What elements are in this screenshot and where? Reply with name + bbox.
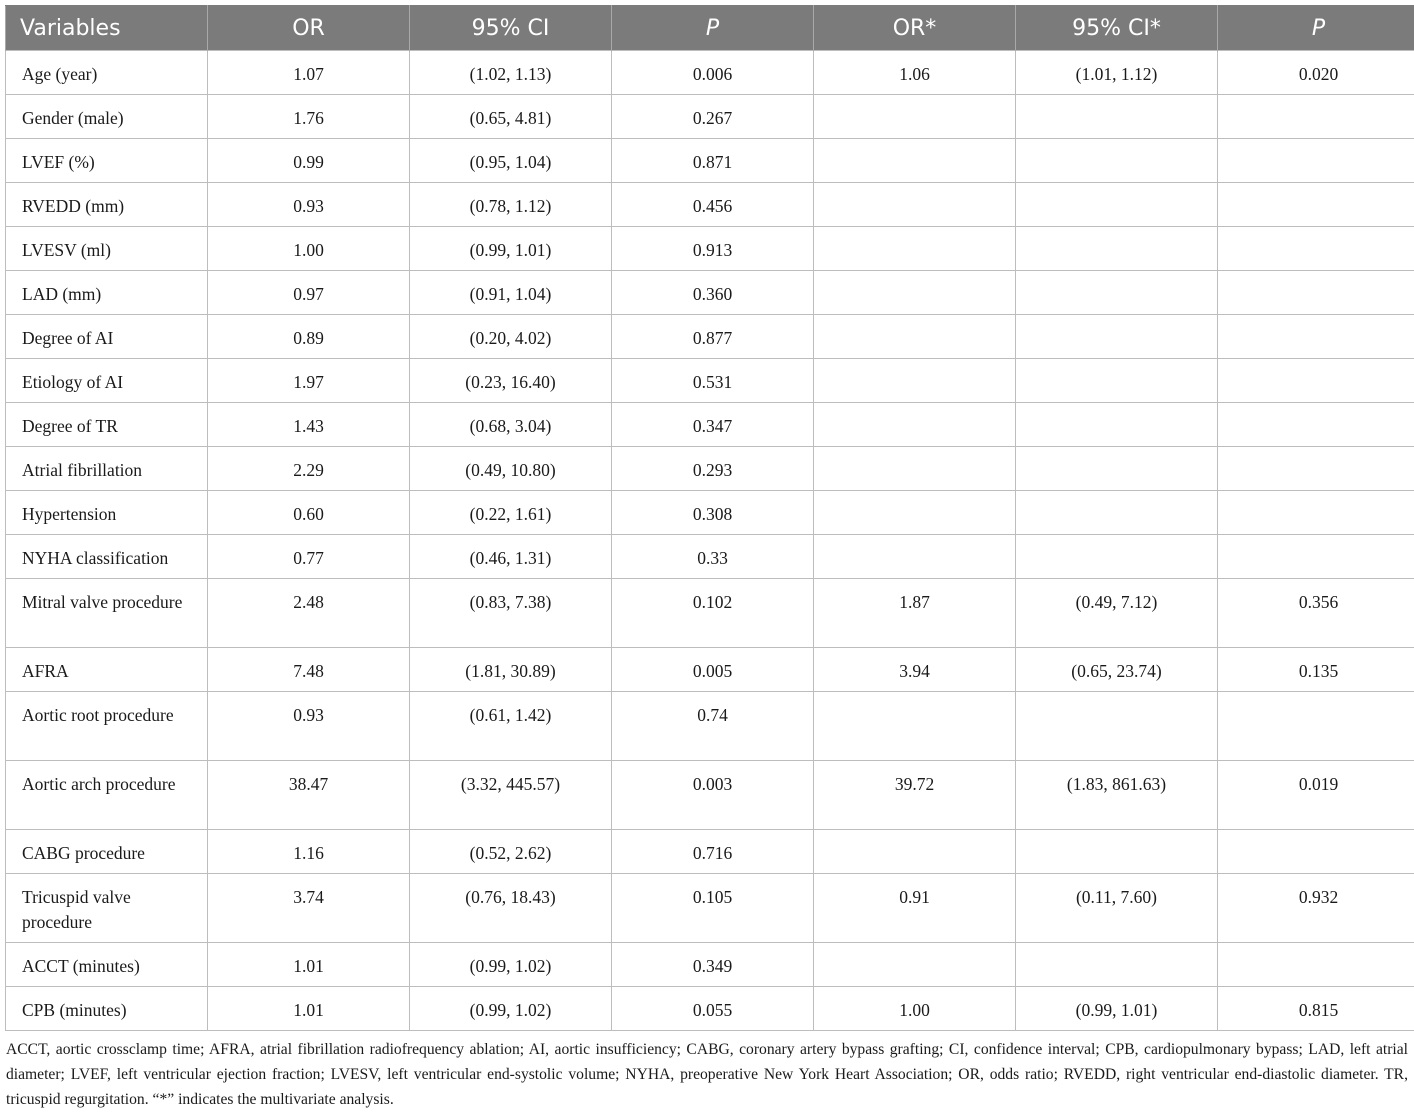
or-multivariate-cell [814,943,1016,987]
header-p: P [612,6,814,51]
table-row [6,874,1414,943]
ci-multivariate-cell [1016,491,1218,535]
p-multivariate-cell [1218,403,1414,447]
table-row [6,183,1414,227]
regression-table [5,5,1414,1031]
or-multivariate-cell [814,403,1016,447]
p-multivariate-cell [1218,830,1414,874]
or-multivariate-cell: 3.94 [814,648,1016,692]
table-row [6,315,1414,359]
table-row [6,403,1414,447]
p-cell: 0.308 [612,491,814,535]
p-multivariate-cell [1218,183,1414,227]
ci-cell: (0.99, 1.02) [410,943,612,987]
variable-cell: Mitral valve procedure [6,579,208,648]
header-p-multivariate: P [1218,6,1414,51]
ci-multivariate-cell [1016,183,1218,227]
p-cell: 0.347 [612,403,814,447]
ci-cell: (0.65, 4.81) [410,95,612,139]
variable-cell: Hypertension [6,491,208,535]
variable-cell: LVESV (ml) [6,227,208,271]
or-multivariate-cell: 1.87 [814,579,1016,648]
table-row [6,535,1414,579]
or-cell: 0.97 [208,271,410,315]
table-row [6,447,1414,491]
p-cell: 0.33 [612,535,814,579]
or-multivariate-cell [814,95,1016,139]
ci-multivariate-cell [1016,315,1218,359]
header-ci: 95% CI [410,6,612,51]
table-row [6,491,1414,535]
ci-cell: (0.22, 1.61) [410,491,612,535]
ci-cell: (0.95, 1.04) [410,139,612,183]
table-row [6,761,1414,830]
variable-cell: LAD (mm) [6,271,208,315]
p-cell: 0.349 [612,943,814,987]
ci-cell: (0.91, 1.04) [410,271,612,315]
ci-cell: (0.68, 3.04) [410,403,612,447]
ci-multivariate-cell [1016,943,1218,987]
variable-cell: Etiology of AI [6,359,208,403]
variable-cell: CABG procedure [6,830,208,874]
p-cell: 0.293 [612,447,814,491]
ci-cell: (0.78, 1.12) [410,183,612,227]
p-cell: 0.003 [612,761,814,830]
or-cell: 1.00 [208,227,410,271]
ci-cell: (3.32, 445.57) [410,761,612,830]
p-multivariate-cell [1218,227,1414,271]
or-cell: 38.47 [208,761,410,830]
ci-multivariate-cell: (1.83, 861.63) [1016,761,1218,830]
table-row [6,95,1414,139]
ci-cell: (0.76, 18.43) [410,874,612,943]
variable-cell: Degree of TR [6,403,208,447]
ci-cell: (0.83, 7.38) [410,579,612,648]
table-footnote: ACCT, aortic crossclamp time; AFRA, atrial fibrillation radiofrequency ablation; AI, aortic insufficiency; CABG, coronary artery bypass grafting; CI, confidence interval; CPB, cardiopulmonary bypass; LAD, left atrial diameter; LVEF, left ventricular ejection fraction; LVESV, left ventricular end-systolic volume; NYHA, preoperative New York Heart Association; OR, odds ratio; RVEDD, right ventricular end-diastolic diameter. TR, tricuspid regurgitation. “*” indicates the multivariate analysis. [5,1037,1408,1112]
or-multivariate-cell [814,139,1016,183]
p-multivariate-cell [1218,95,1414,139]
table-header [6,6,1414,51]
variable-cell: Aortic arch procedure [6,761,208,830]
table-row [6,648,1414,692]
variable-cell: RVEDD (mm) [6,183,208,227]
ci-cell: (0.46, 1.31) [410,535,612,579]
variable-cell: Tricuspid valve procedure [6,874,208,943]
ci-multivariate-cell [1016,271,1218,315]
variable-cell: Atrial fibrillation [6,447,208,491]
table-row [6,271,1414,315]
or-cell: 2.29 [208,447,410,491]
variable-cell: Gender (male) [6,95,208,139]
ci-multivariate-cell [1016,692,1218,761]
or-cell: 1.01 [208,987,410,1031]
ci-multivariate-cell [1016,359,1218,403]
p-multivariate-cell: 0.932 [1218,874,1414,943]
p-cell: 0.456 [612,183,814,227]
or-cell: 0.93 [208,183,410,227]
p-cell: 0.871 [612,139,814,183]
table-row [6,830,1414,874]
or-cell: 0.60 [208,491,410,535]
variable-cell: NYHA classification [6,535,208,579]
p-multivariate-cell [1218,139,1414,183]
variable-cell: Aortic root procedure [6,692,208,761]
p-multivariate-cell [1218,491,1414,535]
ci-multivariate-cell: (0.49, 7.12) [1016,579,1218,648]
p-multivariate-cell: 0.815 [1218,987,1414,1031]
or-multivariate-cell [814,491,1016,535]
variable-cell: AFRA [6,648,208,692]
p-cell: 0.74 [612,692,814,761]
or-cell: 1.16 [208,830,410,874]
p-cell: 0.006 [612,51,814,95]
p-multivariate-cell: 0.019 [1218,761,1414,830]
ci-multivariate-cell [1016,447,1218,491]
p-cell: 0.531 [612,359,814,403]
table-body [6,51,1414,1031]
ci-multivariate-cell: (1.01, 1.12) [1016,51,1218,95]
or-multivariate-cell: 39.72 [814,761,1016,830]
p-multivariate-cell [1218,271,1414,315]
ci-cell: (0.61, 1.42) [410,692,612,761]
or-multivariate-cell: 1.06 [814,51,1016,95]
or-multivariate-cell [814,830,1016,874]
p-multivariate-cell [1218,359,1414,403]
ci-cell: (1.02, 1.13) [410,51,612,95]
p-cell: 0.105 [612,874,814,943]
or-cell: 0.93 [208,692,410,761]
p-multivariate-cell: 0.356 [1218,579,1414,648]
p-cell: 0.005 [612,648,814,692]
p-multivariate-cell: 0.135 [1218,648,1414,692]
or-multivariate-cell [814,447,1016,491]
or-multivariate-cell: 0.91 [814,874,1016,943]
ci-multivariate-cell: (0.99, 1.01) [1016,987,1218,1031]
header-ci-multivariate: 95% CI* [1016,6,1218,51]
ci-cell: (1.81, 30.89) [410,648,612,692]
p-cell: 0.913 [612,227,814,271]
variable-cell: CPB (minutes) [6,987,208,1031]
p-cell: 0.716 [612,830,814,874]
table-row [6,359,1414,403]
ci-cell: (0.20, 4.02) [410,315,612,359]
variable-cell: ACCT (minutes) [6,943,208,987]
or-cell: 1.97 [208,359,410,403]
ci-multivariate-cell [1016,403,1218,447]
p-cell: 0.360 [612,271,814,315]
ci-multivariate-cell: (0.11, 7.60) [1016,874,1218,943]
or-multivariate-cell [814,692,1016,761]
or-multivariate-cell [814,359,1016,403]
or-cell: 7.48 [208,648,410,692]
p-cell: 0.877 [612,315,814,359]
or-cell: 2.48 [208,579,410,648]
p-multivariate-cell [1218,315,1414,359]
variable-cell: Degree of AI [6,315,208,359]
ci-multivariate-cell [1016,95,1218,139]
ci-cell: (0.23, 16.40) [410,359,612,403]
or-cell: 1.07 [208,51,410,95]
table-row [6,579,1414,648]
p-cell: 0.267 [612,95,814,139]
or-multivariate-cell [814,535,1016,579]
or-cell: 1.01 [208,943,410,987]
or-cell: 3.74 [208,874,410,943]
p-multivariate-cell [1218,943,1414,987]
ci-multivariate-cell [1016,535,1218,579]
p-cell: 0.055 [612,987,814,1031]
p-cell: 0.102 [612,579,814,648]
table-row [6,943,1414,987]
ci-cell: (0.49, 10.80) [410,447,612,491]
table-row [6,227,1414,271]
variable-cell: LVEF (%) [6,139,208,183]
ci-multivariate-cell [1016,830,1218,874]
header-or: OR [208,6,410,51]
or-cell: 0.77 [208,535,410,579]
table-row [6,139,1414,183]
or-multivariate-cell [814,227,1016,271]
results-document [5,5,1409,1112]
or-multivariate-cell [814,271,1016,315]
p-multivariate-cell [1218,447,1414,491]
header-variables: Variables [6,6,208,51]
or-cell: 1.43 [208,403,410,447]
ci-cell: (0.99, 1.01) [410,227,612,271]
or-multivariate-cell [814,315,1016,359]
or-multivariate-cell: 1.00 [814,987,1016,1031]
p-multivariate-cell: 0.020 [1218,51,1414,95]
table-row [6,51,1414,95]
p-multivariate-cell [1218,692,1414,761]
p-multivariate-cell [1218,535,1414,579]
table-row [6,692,1414,761]
or-cell: 0.99 [208,139,410,183]
header-or-multivariate: OR* [814,6,1016,51]
or-cell: 1.76 [208,95,410,139]
ci-cell: (0.52, 2.62) [410,830,612,874]
ci-multivariate-cell: (0.65, 23.74) [1016,648,1218,692]
ci-multivariate-cell [1016,227,1218,271]
variable-cell: Age (year) [6,51,208,95]
or-multivariate-cell [814,183,1016,227]
or-cell: 0.89 [208,315,410,359]
ci-multivariate-cell [1016,139,1218,183]
ci-cell: (0.99, 1.02) [410,987,612,1031]
table-row [6,987,1414,1031]
header-row [6,6,1414,51]
